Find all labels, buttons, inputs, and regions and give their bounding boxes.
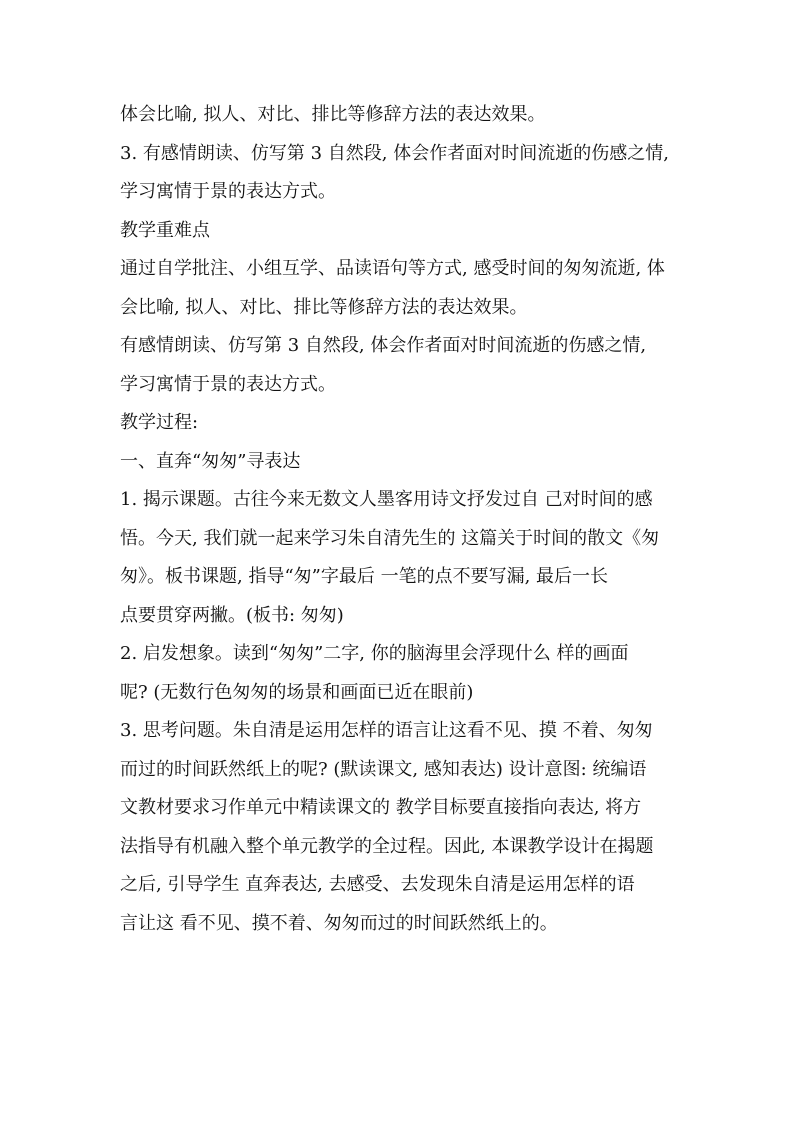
section-heading: 教学重难点 [120, 219, 210, 241]
text-line: 而过的时间跃然纸上的呢? (默读课文, 感知表达) 设计意图: 统编语 [120, 758, 647, 780]
text-line: 学习寓情于景的表达方式。 [120, 181, 336, 202]
text-line: 之后, 引导学生 直奔表达, 去感受、去发现朱自清是运用怎样的语 [120, 874, 635, 895]
text-line: 1. 揭示课题。古往今来无数文人墨客用诗文抒发过自 己对时间的感 [120, 489, 653, 510]
text-line: 通过自学批注、小组互学、品读语句等方式, 感受时间的匆匆流逝, 体 [120, 258, 665, 279]
section-heading: 教学过程: [120, 412, 199, 433]
text-line: 会比喻, 拟人、对比、排比等修辞方法的表达效果。 [120, 296, 528, 318]
text-line: 点要贯穿两撇。(板书: 匆匆) [120, 604, 344, 626]
text-line: 学习寓情于景的表达方式。 [120, 373, 336, 395]
text-line: 文教材要求习作单元中精读课文的 教学目标要直接指向表达, 将方 [120, 797, 642, 818]
text-line: 言让这 看不见、摸不着、匆匆而过的时间跃然纸上的。 [120, 912, 558, 934]
text-line: 匆》。板书课题, 指导“匆”字最后 一笔的点不要写漏, 最后一长 [120, 566, 609, 587]
text-line: 悟。今天, 我们就一起来学习朱自清先生的 这篇关于时间的散文《匆 [120, 527, 660, 549]
subsection-heading: 一、直奔“匆匆”寻表达 [120, 450, 301, 472]
text-line: 体会比喻, 拟人、对比、排比等修辞方法的表达效果。 [120, 104, 546, 125]
text-line: 2. 启发想象。读到“匆匆”二字, 你的脑海里会浮现什么 样的画面 [120, 643, 629, 664]
text-line: 3. 有感情朗读、仿写第 3 自然段, 体会作者面对时间流逝的伤感之情, [120, 142, 669, 164]
text-line: 呢? (无数行色匆匆的场景和画面已近在眼前) [120, 681, 474, 703]
text-line: 3. 思考问题。朱自清是运用怎样的语言让这看不见、摸 不着、匆匆 [120, 720, 653, 741]
document-body [120, 96, 680, 943]
text-line: 法指导有机融入整个单元教学的全过程。因此, 本课教学设计在揭题 [120, 835, 654, 857]
text-line: 有感情朗读、仿写第 3 自然段, 体会作者面对时间流逝的伤感之情, [120, 335, 647, 356]
